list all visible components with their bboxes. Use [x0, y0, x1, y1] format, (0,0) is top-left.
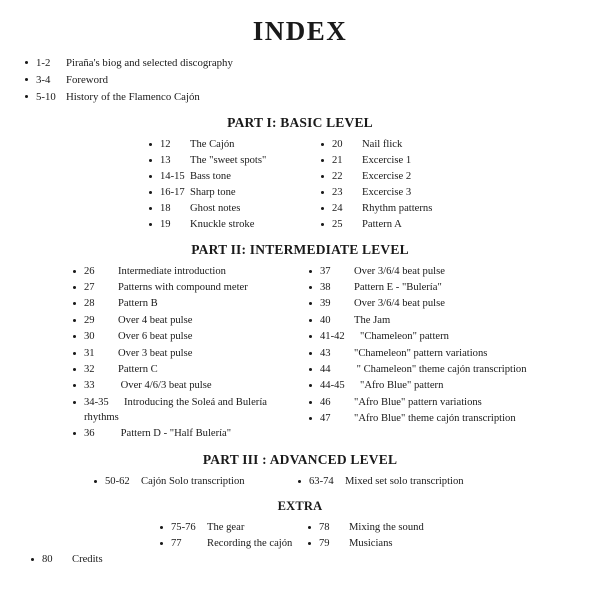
entry-page-number: 34-35: [84, 396, 109, 408]
entry-label: The Cajón: [190, 138, 235, 150]
section-heading-extra: EXTRA: [277, 498, 323, 513]
page-title: INDEX: [252, 16, 348, 46]
entry-page-number: 23: [332, 186, 343, 198]
entry-label: Nail flick: [362, 138, 403, 150]
extra-right-column: [295, 520, 515, 552]
list-item: [70, 426, 292, 441]
entry-label: Pattern E - "Bulería": [354, 282, 442, 294]
list-item: [70, 329, 292, 344]
entry-page-number: 3-4: [36, 74, 51, 87]
entry-label: "Afro Blue" theme cajón transcription: [354, 412, 516, 424]
list-item: [306, 264, 570, 279]
part-2-columns: [22, 264, 578, 443]
entry-page-number: 47: [320, 412, 331, 424]
extra-columns: [22, 520, 578, 552]
list-item: [306, 411, 570, 426]
list-item: [91, 474, 285, 489]
entry-page-number: 37: [320, 265, 331, 277]
entry-label: Over 4 beat pulse: [118, 314, 193, 326]
entry-label: Piraña's biog and selected discography: [66, 57, 233, 69]
list-item: [306, 346, 570, 361]
entry-label: Pattern C: [118, 363, 158, 375]
entry-page-number: 77: [171, 537, 182, 549]
list-item: [318, 185, 490, 200]
list-item: [70, 378, 292, 393]
credits-list: [22, 552, 252, 567]
entry-label: The Jam: [354, 314, 391, 326]
entry-page-number: 79: [319, 537, 330, 549]
entry-label: Mixed set solo transcription: [345, 475, 464, 487]
list-item: [306, 395, 570, 410]
list-item: [305, 536, 515, 551]
entry-label: " Chameleon" theme cajón transcription: [354, 363, 527, 375]
list-item: [295, 474, 565, 489]
part-1-left-column: [110, 137, 300, 233]
entry-label: Knuckle stroke: [190, 218, 255, 230]
entry-page-number: 78: [319, 521, 330, 533]
entry-label: Sharp tone: [190, 186, 236, 198]
entry-page-number: 75-76: [171, 521, 196, 533]
entry-label: The gear: [207, 521, 245, 533]
entry-page-number: 26: [84, 265, 95, 277]
entry-page-number: 16-17: [160, 186, 185, 198]
entry-label: Over 6 beat pulse: [118, 331, 193, 343]
entry-label: Pattern A: [362, 218, 402, 230]
list-item: [22, 89, 352, 105]
entry-list: [305, 520, 515, 551]
entry-page-number: 44: [320, 363, 331, 375]
list-item: [306, 378, 570, 393]
part-1-right-column: [300, 137, 490, 233]
entry-label: Over 4/6/3 beat pulse: [118, 380, 212, 392]
entry-label: Over 3 beat pulse: [118, 347, 193, 359]
part-3-right-column: [285, 474, 565, 490]
list-item: [157, 520, 295, 535]
entry-page-number: 18: [160, 202, 171, 214]
entry-label: Mixing the sound: [349, 521, 424, 533]
section-heading-part-1: PART I: BASIC LEVEL: [227, 114, 373, 130]
entry-label: Introducing the Soleá and Bulería rhythms: [84, 396, 267, 423]
list-item: [70, 280, 292, 295]
entry-list: [318, 137, 490, 232]
entry-page-number: 36: [84, 428, 95, 440]
entry-page-number: 12: [160, 138, 171, 150]
entry-label: Rhythm patterns: [362, 202, 433, 214]
entry-page-number: 25: [332, 218, 343, 230]
entry-list: [91, 474, 285, 489]
entry-label: "Chameleon" pattern variations: [354, 347, 488, 359]
part-1-columns: [22, 137, 578, 233]
entry-page-number: 33: [84, 380, 95, 392]
entry-label: History of the Flamenco Cajón: [66, 91, 200, 104]
entry-label: Excercise 3: [362, 186, 412, 198]
entry-label: Credits: [72, 553, 103, 565]
part-3-left-column: [35, 474, 285, 490]
entry-label: Patterns with compound meter: [118, 282, 248, 294]
entry-label: Over 3/6/4 beat pulse: [354, 265, 445, 277]
list-item: [146, 217, 300, 232]
list-item: [306, 313, 570, 328]
list-item: [146, 153, 300, 168]
entry-page-number: 41-42: [320, 331, 345, 343]
entry-page-number: 31: [84, 347, 95, 359]
list-item: [146, 185, 300, 200]
entry-list: [306, 264, 570, 427]
entry-page-number: 40: [320, 314, 331, 326]
entry-label: Excercise 1: [362, 154, 412, 166]
entry-label: Recording the cajón: [207, 537, 293, 549]
list-item: [306, 296, 570, 311]
entry-list: [157, 520, 295, 551]
entry-page-number: 50-62: [105, 475, 130, 487]
entry-label: Over 3/6/4 beat pulse: [354, 298, 445, 310]
list-item: [157, 536, 295, 551]
entry-page-number: 20: [332, 138, 343, 150]
entry-label: Foreword: [66, 74, 108, 87]
list-item: [306, 329, 570, 344]
entry-label: Pattern D - "Half Bulería": [118, 428, 232, 440]
entry-page-number: 32: [84, 363, 95, 375]
entry-list: [70, 264, 292, 442]
entry-page-number: 13: [160, 154, 171, 166]
entry-page-number: 63-74: [309, 475, 334, 487]
entry-label: Excercise 2: [362, 170, 412, 182]
entry-label: "Chameleon" pattern: [360, 331, 449, 343]
list-item: [146, 169, 300, 184]
list-item: [318, 153, 490, 168]
entry-label: Musicians: [349, 537, 393, 549]
list-item: [22, 55, 352, 71]
list-item: [70, 264, 292, 279]
extra-left-column: [85, 520, 295, 552]
list-item: [318, 169, 490, 184]
entry-list: [295, 474, 565, 489]
entry-page-number: 21: [332, 154, 343, 166]
entry-list: [146, 137, 300, 232]
list-item: [146, 201, 300, 216]
entry-page-number: 19: [160, 218, 171, 230]
entry-page-number: 27: [84, 282, 95, 294]
section-heading-part-2: PART II: INTERMEDIATE LEVEL: [191, 241, 409, 257]
list-item: [70, 346, 292, 361]
list-item: [305, 520, 515, 535]
entry-page-number: 28: [84, 298, 95, 310]
entry-page-number: 14-15: [160, 170, 185, 182]
section-heading-part-3: PART III : ADVANCED LEVEL: [202, 451, 398, 467]
entry-page-number: 44-45: [320, 380, 345, 392]
entry-page-number: 80: [42, 553, 53, 565]
entry-page-number: 39: [320, 298, 331, 310]
list-item: [318, 217, 490, 232]
part-2-right-column: [292, 264, 570, 443]
entry-page-number: 30: [84, 331, 95, 343]
entry-label: "Afro Blue" pattern variations: [354, 396, 482, 408]
list-item: [22, 552, 252, 567]
entry-label: Bass tone: [190, 170, 231, 182]
list-item: [306, 280, 570, 295]
list-item: [146, 137, 300, 152]
part-2-left-column: [30, 264, 292, 443]
list-item: [318, 201, 490, 216]
entry-page-number: 5-10: [36, 91, 56, 104]
list-item: [306, 362, 570, 377]
entry-label: "Afro Blue" pattern: [360, 380, 444, 392]
list-item: [70, 395, 292, 426]
entry-label: The "sweet spots": [190, 154, 267, 166]
entry-page-number: 43: [320, 347, 331, 359]
list-item: [70, 296, 292, 311]
entry-label: Pattern B: [118, 298, 158, 310]
entry-label: Ghost notes: [190, 202, 241, 214]
list-item: [70, 362, 292, 377]
entry-page-number: 38: [320, 282, 331, 294]
entry-page-number: 24: [332, 202, 343, 214]
list-item: [318, 137, 490, 152]
intro-entry-list: [22, 55, 352, 106]
part-3-columns: [22, 474, 578, 490]
entry-page-number: 29: [84, 314, 95, 326]
entry-label: Intermediate introduction: [118, 265, 226, 277]
list-item: [70, 313, 292, 328]
entry-label: Cajón Solo transcription: [141, 475, 245, 487]
entry-page-number: 1-2: [36, 57, 51, 69]
list-item: [22, 72, 352, 88]
entry-page-number: 46: [320, 396, 331, 408]
entry-page-number: 22: [332, 170, 343, 182]
